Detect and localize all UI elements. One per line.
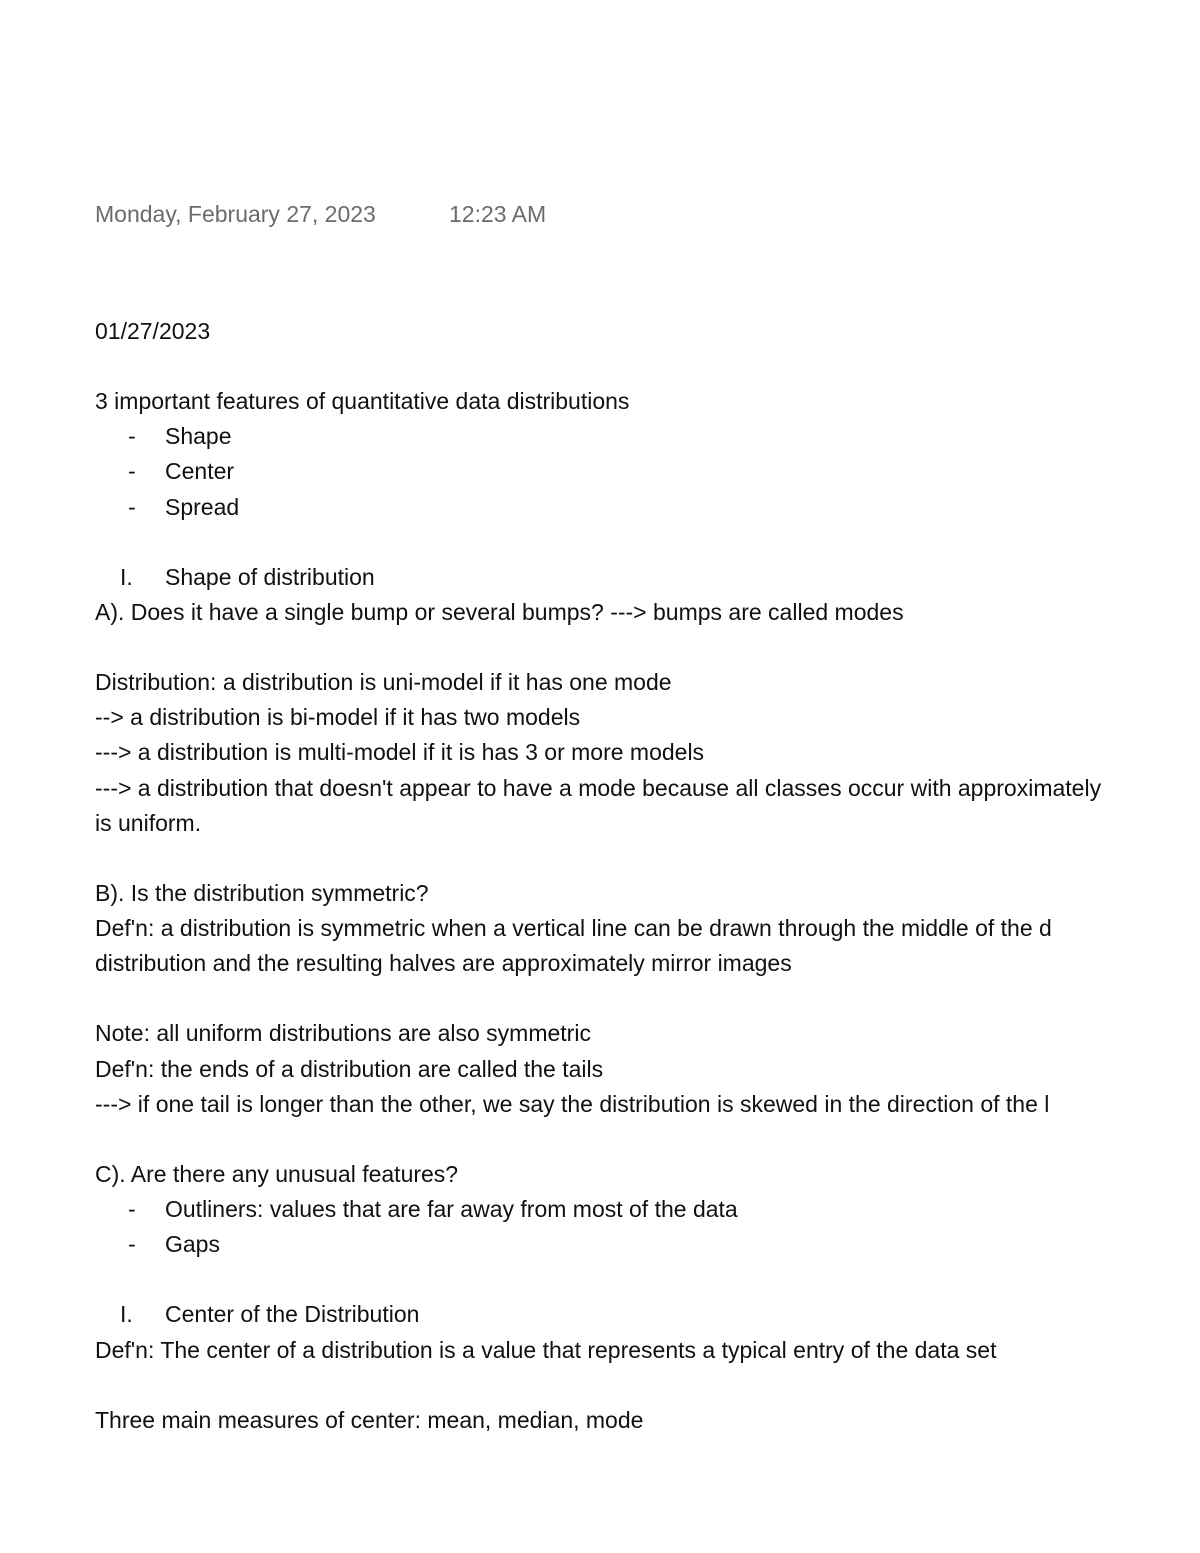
- distribution-line: ---> a distribution is multi-model if it is has 3 or more models: [95, 739, 705, 765]
- tail-line: ---> if one tail is longer than the other, we say the distribution is skewed in the direction of the l: [95, 1091, 1050, 1117]
- note-header-time: 12:23 AM: [449, 201, 547, 227]
- feature-item: Spread: [165, 494, 240, 520]
- date-line: 01/27/2023: [95, 318, 211, 344]
- distribution-line: --> a distribution is bi-model if it has two models: [95, 704, 581, 730]
- symmetric-definition: distribution and the resulting halves are approximately mirror images: [95, 950, 792, 976]
- section-heading: Center of the Distribution: [165, 1301, 420, 1327]
- distribution-line: is uniform.: [95, 810, 202, 836]
- feature-item: Shape: [165, 423, 232, 449]
- features-intro: 3 important features of quantitative data distributions: [95, 388, 630, 414]
- tail-line: Note: all uniform distributions are also symmetric: [95, 1020, 591, 1046]
- section-numeral: I.: [120, 564, 133, 590]
- section-heading: Shape of distribution: [165, 564, 375, 590]
- question-a: A). Does it have a single bump or several bumps? ---> bumps are called modes: [95, 599, 904, 625]
- symmetric-definition: Def'n: a distribution is symmetric when a vertical line can be drawn through the middle of the d: [95, 915, 1052, 941]
- bullet-dash: -: [128, 1231, 136, 1257]
- question-b: B). Is the distribution symmetric?: [95, 880, 429, 906]
- question-c: C). Are there any unusual features?: [95, 1161, 459, 1187]
- center-definition: Def'n: The center of a distribution is a value that represents a typical entry of the data set: [95, 1337, 997, 1363]
- unusual-feature-item: Gaps: [165, 1231, 220, 1257]
- distribution-line: Distribution: a distribution is uni-model if it has one mode: [95, 669, 672, 695]
- section-numeral: I.: [120, 1301, 133, 1327]
- bullet-dash: -: [128, 423, 136, 449]
- unusual-feature-item: Outliners: values that are far away from most of the data: [165, 1196, 738, 1222]
- bullet-dash: -: [128, 1196, 136, 1222]
- note-header-date: Monday, February 27, 2023: [95, 201, 376, 227]
- feature-item: Center: [165, 458, 235, 484]
- bullet-dash: -: [128, 458, 136, 484]
- bullet-dash: -: [128, 494, 136, 520]
- distribution-line: ---> a distribution that doesn't appear to have a mode because all classes occur with approximately: [95, 775, 1102, 801]
- center-measures: Three main measures of center: mean, median, mode: [95, 1407, 644, 1433]
- tail-line: Def'n: the ends of a distribution are called the tails: [95, 1056, 604, 1082]
